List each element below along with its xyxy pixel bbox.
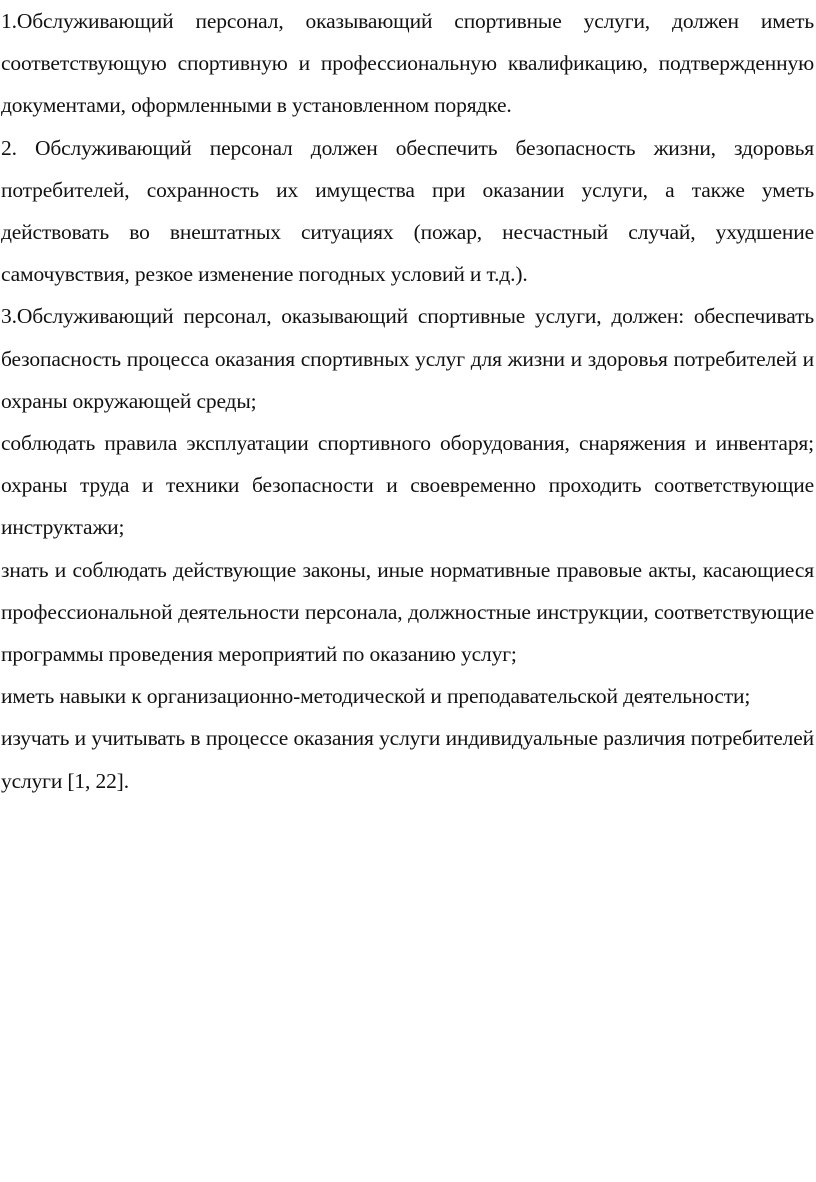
paragraph-staff-qualification: 1.Обслуживающий персонал, оказывающий спортивные услуги, должен иметь соответствующую спортивную и профессиональную квалификацию, подтвержденную документами, оформленными в установленном порядке. <box>1 9 814 118</box>
paragraph-methodical-skills: иметь навыки к организационно-методической и преподавательской деятельности; <box>1 684 751 709</box>
paragraph-consumer-safety: 2. Обслуживающий персонал должен обеспечить безопасность жизни, здоровья потребителей, сохранность их имущества при оказании услуги, а также уметь действовать во внештатных ситуациях (пожар, несчастный случай, ухудшение самочувствия, резкое изменение погодных условий и т.д.). <box>1 135 814 287</box>
paragraph-equipment-rules: соблюдать правила эксплуатации спортивного оборудования, снаряжения и инвентаря; охраны труда и техники безопасности и своевременно проходить соответствующие инструктажи; <box>1 431 814 540</box>
paragraph-individual-differences: изучать и учитывать в процессе оказания услуги индивидуальные различия потребителей услуги [1, 22]. <box>1 726 814 793</box>
paragraph-staff-duties: 3.Обслуживающий персонал, оказывающий спортивные услуги, должен: обеспечивать безопасность процесса оказания спортивных услуг для жизни и здоровья потребителей и охраны окружающей среды; <box>1 304 814 413</box>
paragraph-laws-compliance: знать и соблюдать действующие законы, иные нормативные правовые акты, касающиеся профессиональной деятельности персонала, должностные инструкции, соответствующие программы проведения мероприятий по оказанию услуг; <box>1 557 814 667</box>
